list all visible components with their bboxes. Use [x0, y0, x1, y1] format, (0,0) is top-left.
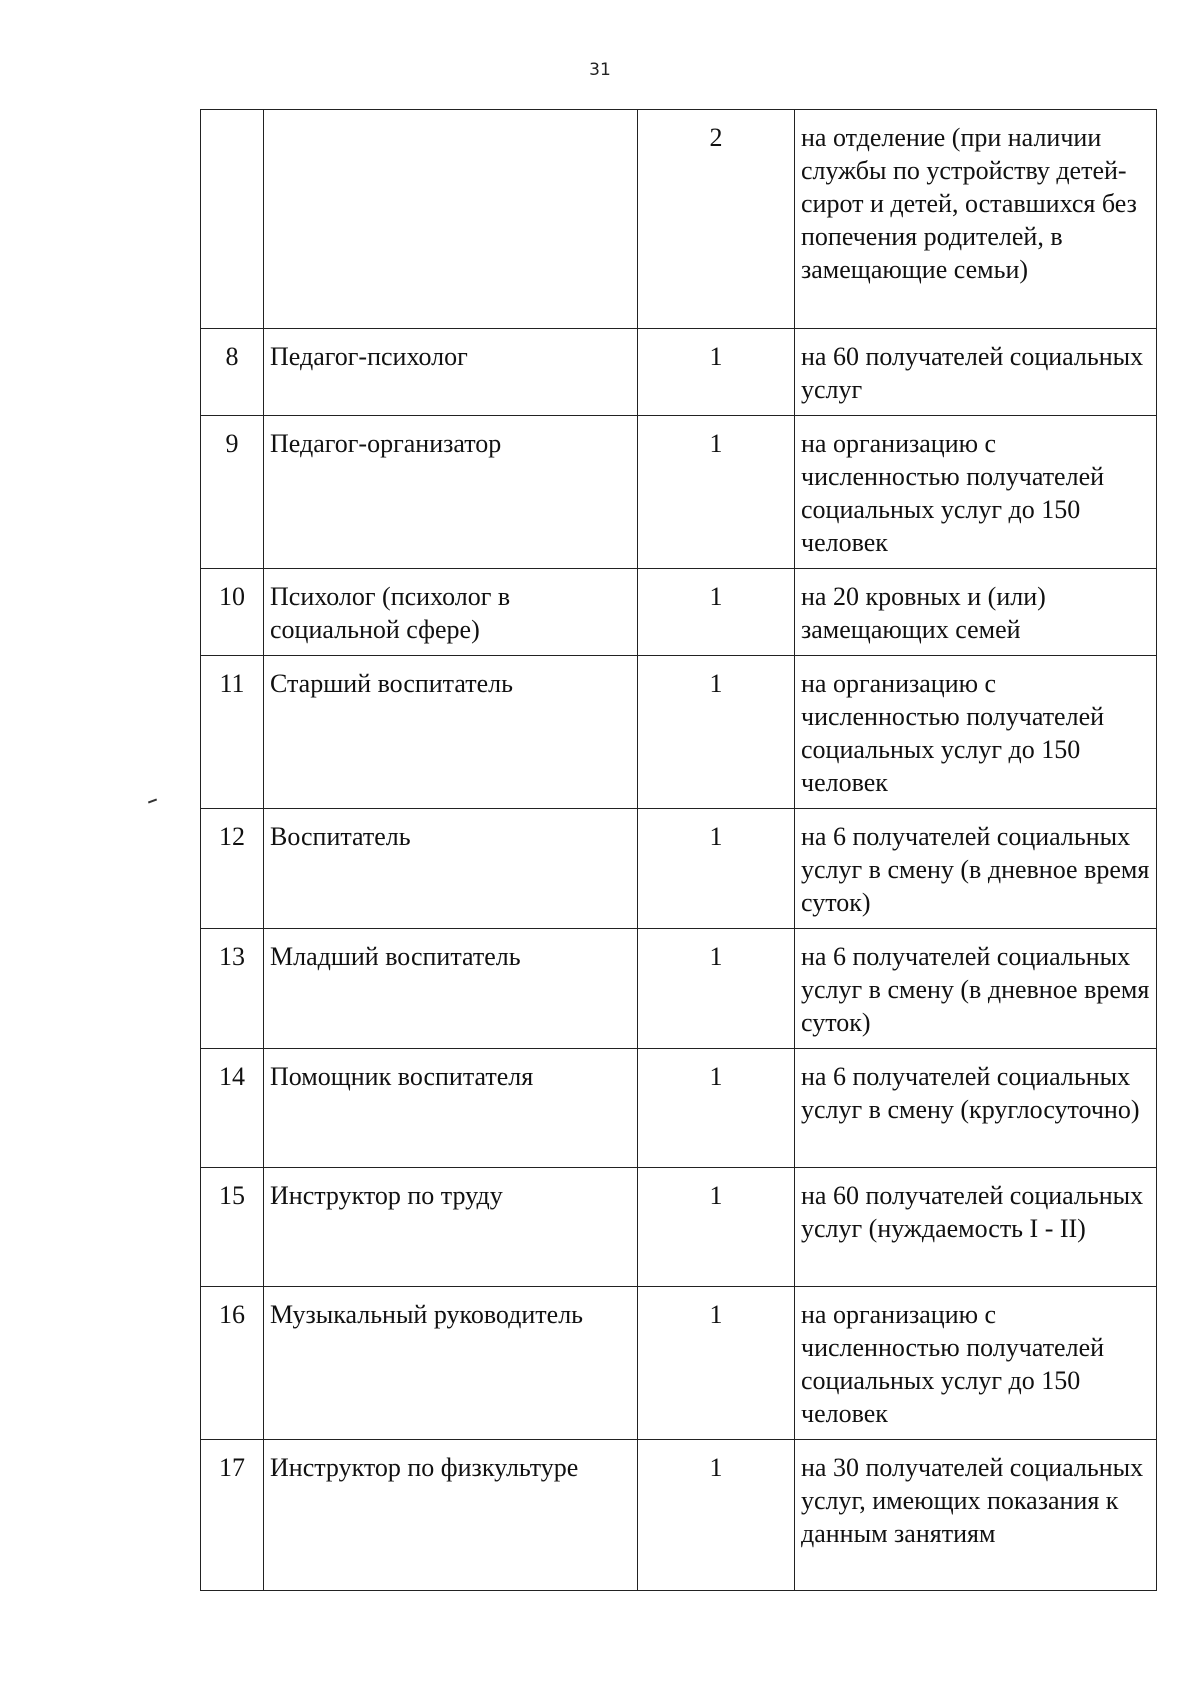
staffing-norm: на организацию с численностью получателей социальных услуг до 150 человек: [795, 656, 1157, 809]
table-row: [201, 929, 1157, 1049]
position-title: [264, 110, 638, 329]
position-title: Инструктор по труду: [264, 1168, 638, 1287]
page-number: 31: [589, 60, 611, 80]
staffing-norm: на организацию с численностью получателей социальных услуг до 150 человек: [795, 416, 1157, 569]
row-number: 8: [201, 329, 264, 416]
staffing-norm: на 6 получателей социальных услуг в смену (круглосуточно): [795, 1049, 1157, 1168]
table-row: [201, 416, 1157, 569]
staff-quantity: 1: [638, 1049, 795, 1168]
position-title: Старший воспитатель: [264, 656, 638, 809]
staff-quantity: 1: [638, 1168, 795, 1287]
row-number: 10: [201, 569, 264, 656]
staffing-norm: на 6 получателей социальных услуг в смену (в дневное время суток): [795, 929, 1157, 1049]
row-number: 16: [201, 1287, 264, 1440]
staff-quantity: 1: [638, 569, 795, 656]
table-row: [201, 1168, 1157, 1287]
table-row: [201, 1287, 1157, 1440]
staff-quantity: 1: [638, 1440, 795, 1591]
row-number: 11: [201, 656, 264, 809]
table-row: [201, 1049, 1157, 1168]
staff-quantity: 1: [638, 416, 795, 569]
staffing-norm: на 60 получателей социальных услуг: [795, 329, 1157, 416]
table-row: [201, 1440, 1157, 1591]
table-row: [201, 110, 1157, 329]
table-row: [201, 809, 1157, 929]
position-title: Воспитатель: [264, 809, 638, 929]
staffing-norm: на 20 кровных и (или) замещающих семей: [795, 569, 1157, 656]
staffing-norms-table: [200, 109, 1157, 1591]
staff-quantity: 2: [638, 110, 795, 329]
position-title: Педагог-организатор: [264, 416, 638, 569]
staff-quantity: 1: [638, 656, 795, 809]
staffing-norm: на 30 получателей социальных услуг, имеющих показания к данным занятиям: [795, 1440, 1157, 1591]
row-number: 17: [201, 1440, 264, 1591]
staffing-norm: на отделение (при наличии службы по устройству детей-сирот и детей, оставшихся без попечения родителей, в замещающие семьи): [795, 110, 1157, 329]
row-number: 9: [201, 416, 264, 569]
row-number: 13: [201, 929, 264, 1049]
staffing-norm: на организацию с численностью получателей социальных услуг до 150 человек: [795, 1287, 1157, 1440]
position-title: Младший воспитатель: [264, 929, 638, 1049]
table-row: [201, 329, 1157, 416]
table-row: [201, 656, 1157, 809]
staff-quantity: 1: [638, 929, 795, 1049]
scan-speck: [148, 799, 157, 804]
staffing-norm: на 60 получателей социальных услуг (нуждаемость I - II): [795, 1168, 1157, 1287]
position-title: Музыкальный руководитель: [264, 1287, 638, 1440]
staffing-norm: на 6 получателей социальных услуг в смену (в дневное время суток): [795, 809, 1157, 929]
position-title: Психолог (психолог в социальной сфере): [264, 569, 638, 656]
row-number: 15: [201, 1168, 264, 1287]
position-title: Педагог-психолог: [264, 329, 638, 416]
staff-quantity: 1: [638, 329, 795, 416]
position-title: Помощник воспитателя: [264, 1049, 638, 1168]
table-row: [201, 569, 1157, 656]
row-number: 12: [201, 809, 264, 929]
staff-quantity: 1: [638, 809, 795, 929]
row-number: 14: [201, 1049, 264, 1168]
staff-quantity: 1: [638, 1287, 795, 1440]
position-title: Инструктор по физкультуре: [264, 1440, 638, 1591]
row-number: [201, 110, 264, 329]
